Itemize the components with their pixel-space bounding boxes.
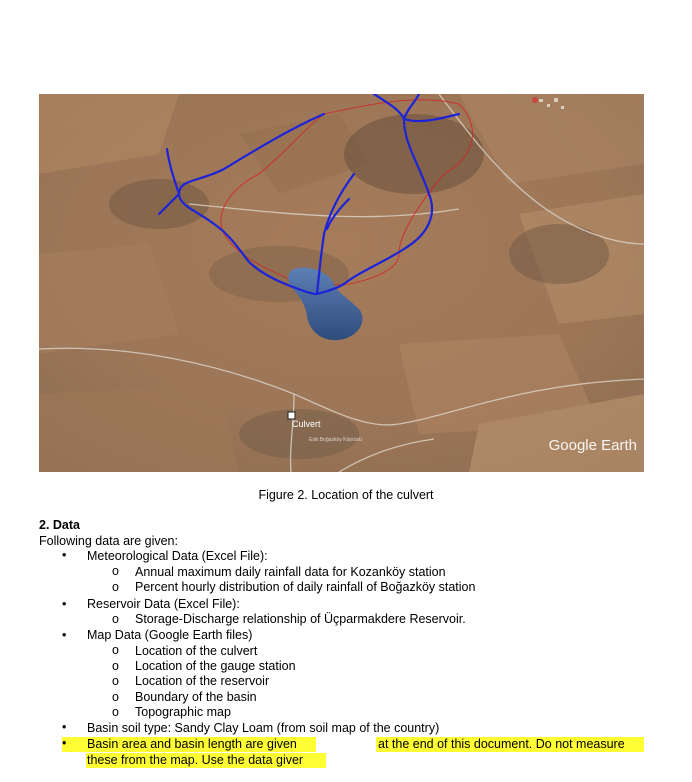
circle-bullet-icon: o — [112, 690, 119, 704]
list-item: Reservoir Data (Excel File): — [87, 597, 240, 611]
list-item-highlighted: Basin area and basin length are given — [87, 737, 297, 751]
list-item-highlighted: these from the map. Use the data giver — [87, 753, 304, 767]
list-subitem: Storage-Discharge relationship of Üçparmakdere Reservoir. — [135, 612, 466, 626]
circle-bullet-icon: o — [112, 612, 119, 626]
circle-bullet-icon: o — [112, 580, 119, 594]
culvert-pin-icon — [288, 412, 295, 419]
list-item-highlighted: at the end of this document. Do not measure — [378, 737, 625, 751]
figure-caption: Figure 2. Location of the culvert — [258, 488, 434, 502]
circle-bullet-icon: o — [112, 564, 119, 578]
culvert-label: Culvert — [292, 419, 321, 429]
list-subitem: Annual maximum daily rainfall data for Kozanköy station — [135, 565, 446, 579]
list-subitem: Boundary of the basin — [135, 690, 257, 704]
circle-bullet-icon: o — [112, 705, 119, 719]
bullet-icon: • — [62, 548, 67, 562]
list-subitem: Percent hourly distribution of daily rainfall of Boğazköy station — [135, 580, 476, 594]
list-subitem: Location of the gauge station — [135, 659, 296, 673]
google-earth-watermark: Google Earth — [548, 437, 637, 454]
bullet-icon: • — [62, 736, 67, 750]
list-subitem: Topographic map — [135, 705, 231, 719]
circle-bullet-icon: o — [112, 643, 119, 657]
list-subitem: Location of the culvert — [135, 644, 258, 658]
bullet-icon: • — [62, 597, 67, 611]
circle-bullet-icon: o — [112, 674, 119, 688]
list-subitem: Location of the reservoir — [135, 674, 270, 688]
list-item: Map Data (Google Earth files) — [87, 628, 253, 642]
culvert-sublabel: Eski Boğazköy Köprüsü — [309, 437, 362, 443]
bullet-icon: • — [62, 720, 67, 734]
circle-bullet-icon: o — [112, 659, 119, 673]
highlight-gap — [316, 737, 376, 752]
section-title: 2. Data — [39, 518, 80, 532]
map-figure — [39, 94, 644, 472]
bullet-icon: • — [62, 628, 67, 642]
list-item: Basin soil type: Sandy Clay Loam (from soil map of the country) — [87, 721, 440, 735]
list-item: Meteorological Data (Excel File): — [87, 549, 268, 563]
satellite-map — [39, 94, 644, 472]
section-intro: Following data are given: — [39, 534, 178, 548]
